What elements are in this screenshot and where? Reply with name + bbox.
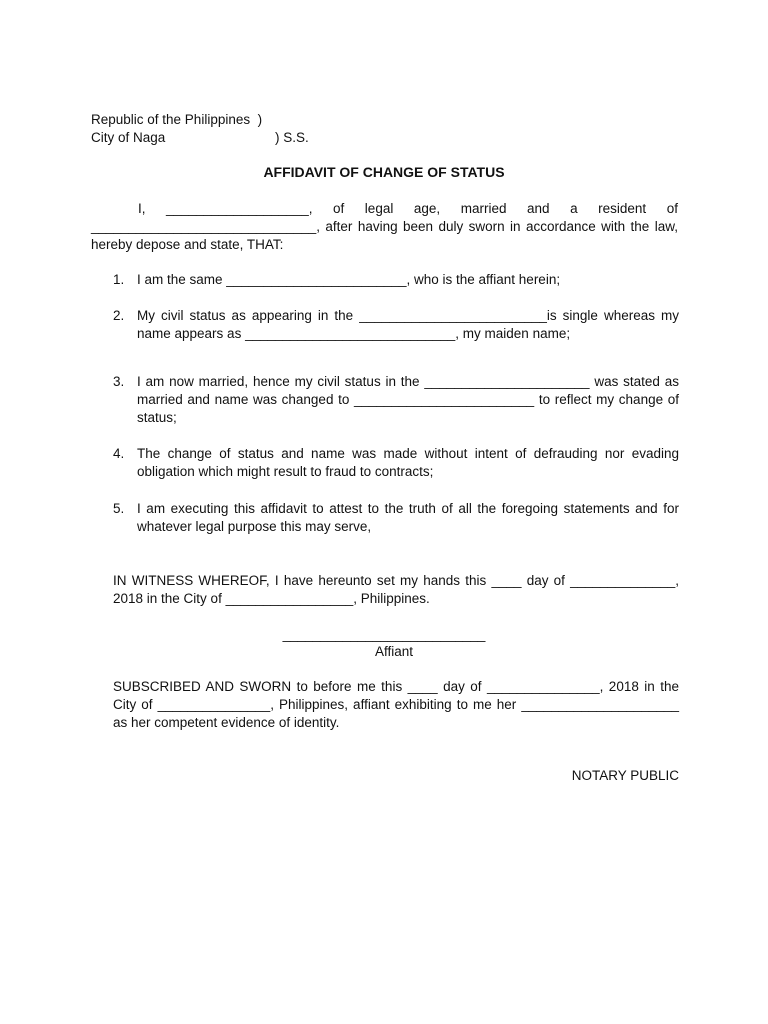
list-item-number: 2. xyxy=(113,308,125,323)
header-city: City of Naga xyxy=(91,130,166,145)
list-item-number: 5. xyxy=(113,501,125,516)
list-item-text: The change of status and name was made without intent of defrauding nor evading obligation which might result to fraud to contracts; xyxy=(137,446,679,479)
signature-line: ___________________________ xyxy=(282,627,486,642)
affiant-label: Affiant xyxy=(374,644,414,659)
list-item-number: 4. xyxy=(113,446,125,461)
witness-paragraph: IN WITNESS WHEREOF, I have hereunto set my hands this ____ day of ______________, 2018 in the City of _________________, Philippines. xyxy=(113,573,679,606)
document-title: AFFIDAVIT OF CHANGE OF STATUS xyxy=(263,164,505,180)
list-item-text: I am the same ________________________, who is the affiant herein; xyxy=(137,272,561,287)
list-item-5 xyxy=(113,500,679,536)
list-item-4 xyxy=(113,445,679,481)
list-item-number: 1. xyxy=(113,272,125,287)
list-item-text: I am executing this affidavit to attest to the truth of all the foregoing statements and for whatever legal purpose this may serve, xyxy=(137,501,679,534)
list-item-number: 3. xyxy=(113,374,125,389)
list-item-text: My civil status as appearing in the _________________________is single whereas my name appears as ____________________________, my maiden name; xyxy=(137,308,679,341)
notary-public-label: NOTARY PUBLIC xyxy=(571,768,679,783)
subscribed-paragraph: SUBSCRIBED AND SWORN to before me this ____ day of _______________, 2018 in the City of _______________, Philippines, affiant exhibiting to me her _____________________ as her competent evidence of identity. xyxy=(113,679,679,730)
intro-paragraph: I, ___________________, of legal age, married and a resident of ______________________________, after having been duly sworn in accordance with the law, hereby depose and state, THAT: xyxy=(91,201,678,252)
list-item-2 xyxy=(113,307,679,343)
list-item-1 xyxy=(113,271,679,289)
list-item-3 xyxy=(113,373,679,427)
list-item-text: I am now married, hence my civil status in the ______________________ was stated as married and name was changed to ________________________ to reflect my change of status; xyxy=(137,374,679,425)
header-republic: Republic of the Philippines ) xyxy=(91,112,263,127)
header-ss: ) S.S. xyxy=(275,130,309,145)
